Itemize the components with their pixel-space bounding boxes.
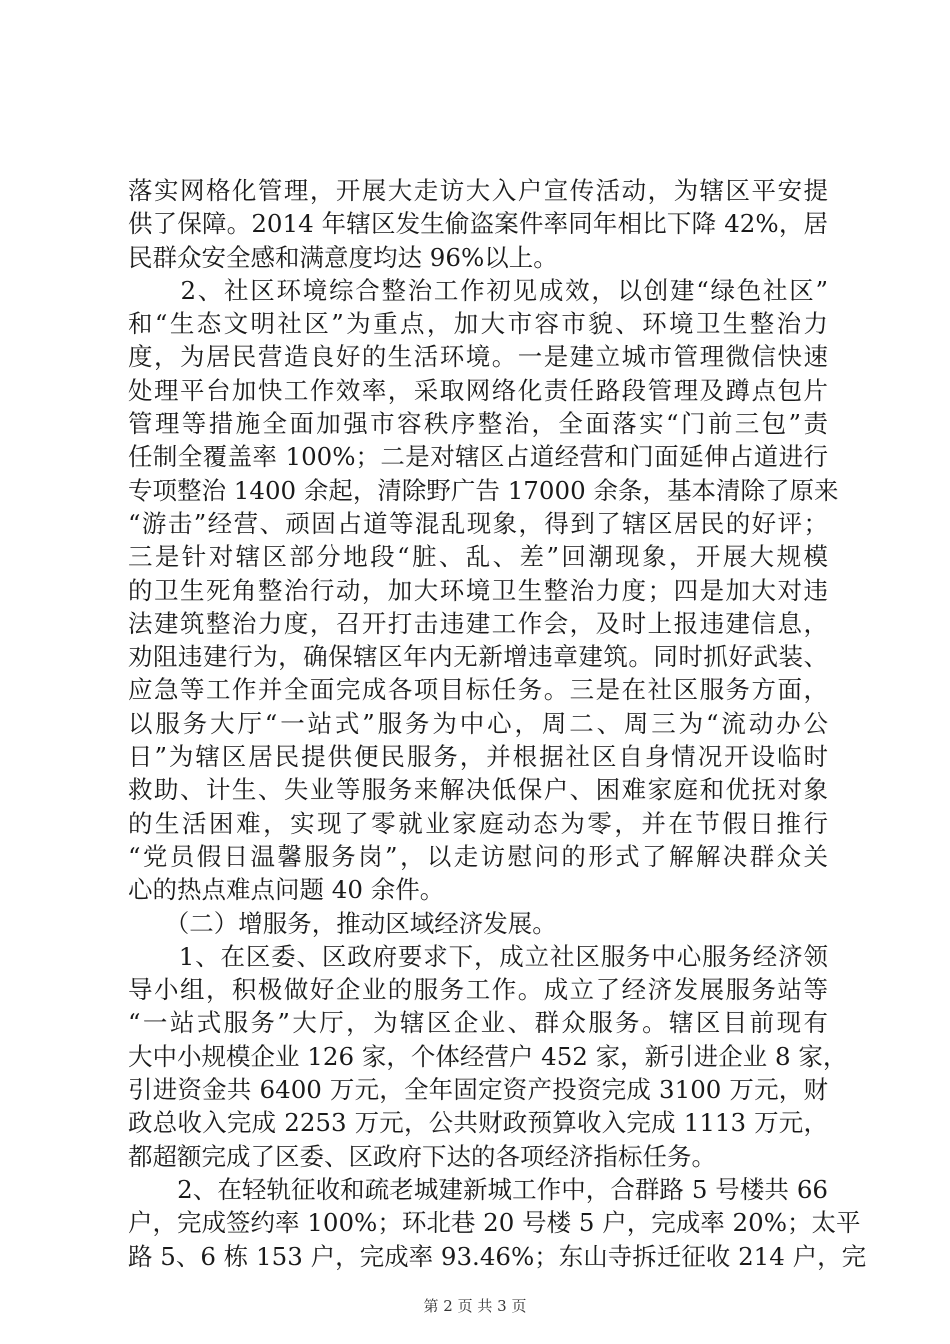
text-line: 大中小规模企业 126 家，个体经营户 452 家，新引进企业 8 家， [128, 1041, 848, 1071]
text-line: 的卫生死角整治行动，加大环境卫生整治力度；四是加大对违 [128, 575, 828, 605]
text-line: 管理等措施全面加强市容秩序整治，全面落实“门前三包”责 [128, 409, 828, 439]
text-line: 民群众安全感和满意度均达 96%以上。 [128, 242, 558, 272]
text-line: 专项整治 1400 余起，清除野广告 17000 余条，基本清除了原来 [128, 475, 839, 505]
text-line: 1、在区委、区政府要求下，成立社区服务中心服务经济领 [128, 941, 828, 971]
text-line: 任制全覆盖率 100%；二是对辖区占道经营和门面延伸占道进行 [128, 442, 828, 472]
text-line: “一站式服务”大厅，为辖区企业、群众服务。辖区目前现有 [128, 1008, 828, 1038]
body-text [128, 174, 867, 1273]
text-line: 供了保障。2014 年辖区发生偷盗案件率同年相比下降 42%，居 [128, 209, 828, 239]
text-line: 劝阻违建行为，确保辖区年内无新增违章建筑。同时抓好武装、 [128, 642, 828, 672]
text-line: “党员假日温馨服务岗”，以走访慰问的形式了解解决群众关 [128, 841, 828, 871]
text-line: 户，完成签约率 100%；环北巷 20 号楼 5 户，完成率 20%；太平 [128, 1208, 861, 1238]
text-line: “游击”经营、顽固占道等混乱现象，得到了辖区居民的好评； [128, 508, 828, 538]
text-line: 日”为辖区居民提供便民服务，并根据社区自身情况开设临时 [128, 742, 828, 772]
text-line: 度，为居民营造良好的生活环境。一是建立城市管理微信快速 [128, 342, 828, 372]
text-line: 的生活困难，实现了零就业家庭动态为零，并在节假日推行 [128, 808, 828, 838]
text-line: 应急等工作并全面完成各项目标任务。三是在社区服务方面， [128, 675, 828, 705]
text-line: 导小组，积极做好企业的服务工作。成立了经济发展服务站等 [128, 975, 828, 1005]
text-line: 处理平台加快工作效率，采取网络化责任路段管理及蹲点包片 [128, 375, 828, 405]
text-line: 政总收入完成 2253 万元，公共财政预算收入完成 1113 万元， [128, 1108, 828, 1138]
text-line: 心的热点难点问题 40 余件。 [128, 875, 445, 905]
text-line: 2、在轻轨征收和疏老城建新城工作中，合群路 5 号楼共 66 [128, 1174, 828, 1204]
text-line: 引进资金共 6400 万元，全年固定资产投资完成 3100 万元，财 [128, 1075, 828, 1105]
text-line: 救助、计生、失业等服务来解决低保户、困难家庭和优抚对象 [128, 775, 828, 805]
text-line: 以服务大厅“一站式”服务为中心，周二、周三为“流动办公 [128, 708, 828, 738]
text-line: 落实网格化管理，开展大走访大入户宣传活动，为辖区平安提 [128, 176, 828, 205]
text-line: 路 5、6 栋 153 户，完成率 93.46%；东山寺拆迁征收 214 户，完 [128, 1241, 867, 1271]
text-line: 都超额完成了区委、区政府下达的各项经济指标任务。 [128, 1141, 716, 1171]
text-line: 法建筑整治力度，召开打击违建工作会，及时上报违建信息， [128, 608, 828, 638]
text-line: 2、社区环境综合整治工作初见成效，以创建“绿色社区” [128, 275, 828, 305]
page-footer: 第 2 页 共 3 页 [423, 1297, 527, 1315]
text-line: 和“生态文明社区”为重点，加大市容市貌、环境卫生整治力 [128, 309, 828, 339]
text-line: （二）增服务，推动区域经济发展。 [128, 908, 557, 938]
text-line: 三是针对辖区部分地段“脏、乱、差”回潮现象，开展大规模 [128, 542, 828, 572]
